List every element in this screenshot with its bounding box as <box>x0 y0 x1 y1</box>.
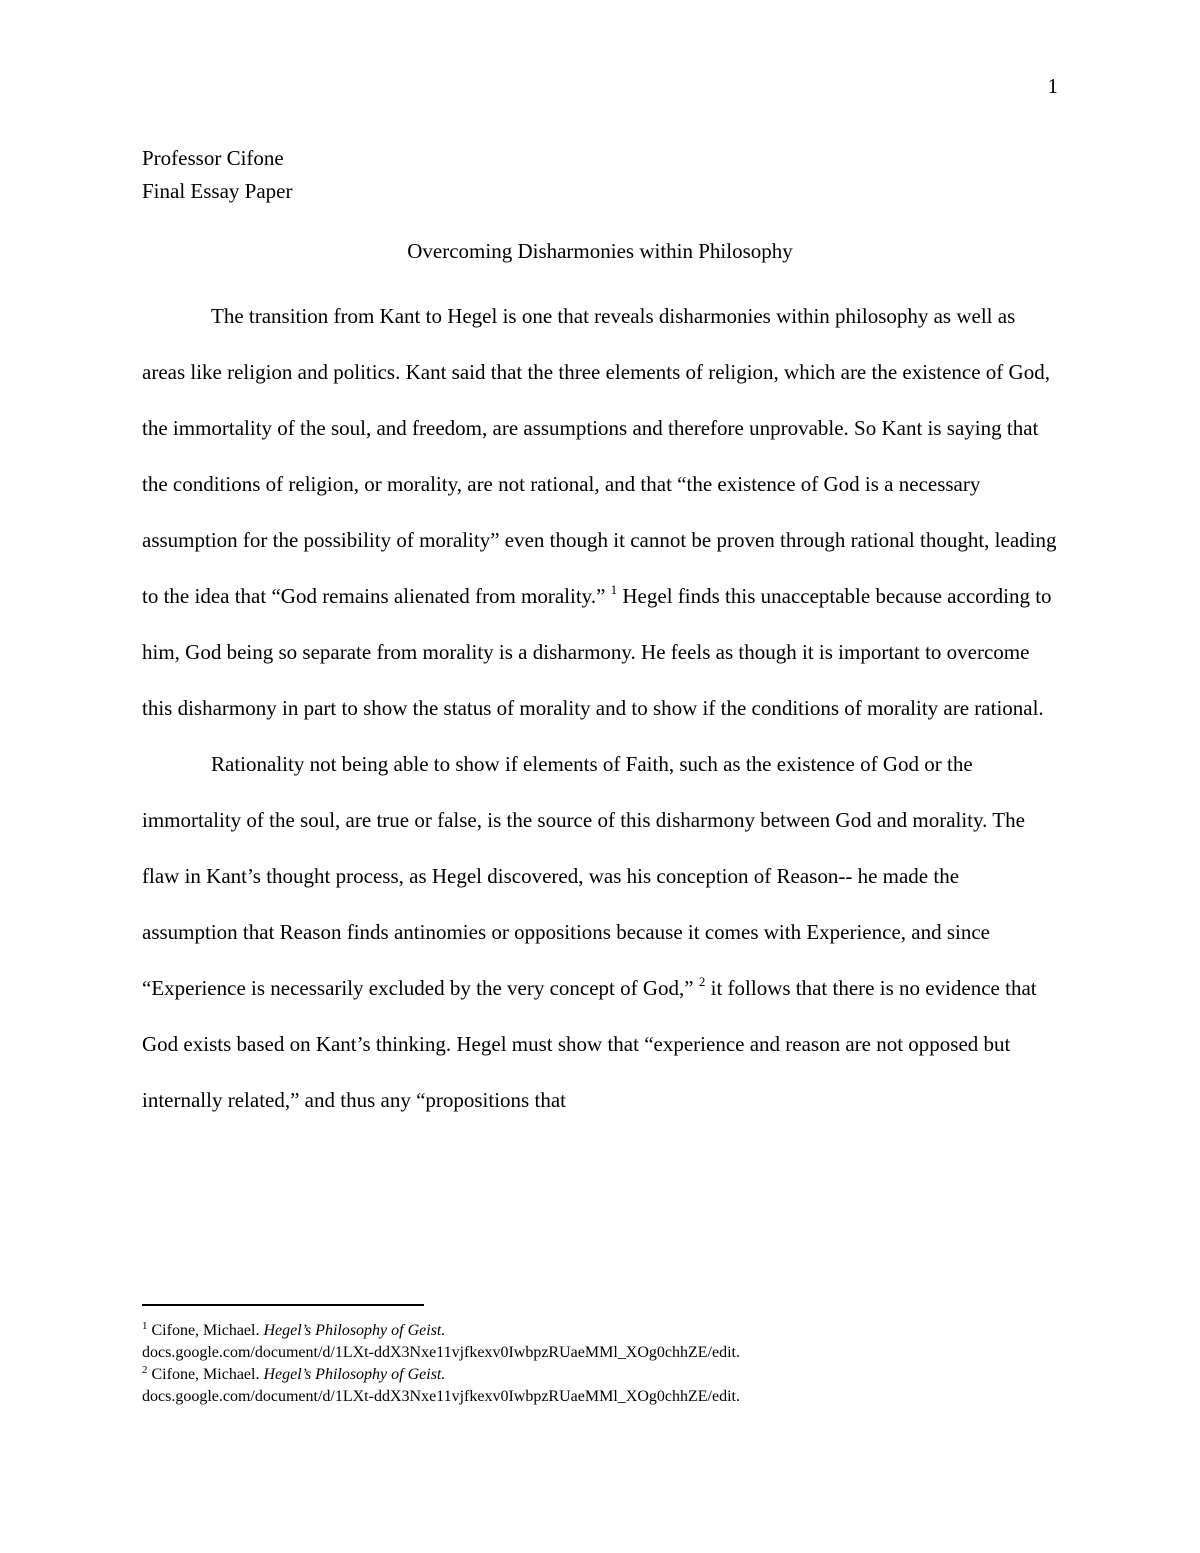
essay-body <box>142 288 1058 1128</box>
footnote-1-url: docs.google.com/document/d/1LXt-ddX3Nxe11vjfkexv0IwbpzRUaeMMl_XOg0chhZE/edit. <box>142 1344 740 1361</box>
paragraph-1-text-b: Hegel finds this unacceptable because according to him, God being so separate from morality is a disharmony. He feels as though it is important to overcome this disharmony in part to show the status of morality and to show if the conditions of morality are rational. <box>142 584 1052 720</box>
page-number: 1 <box>1047 74 1058 98</box>
footnote-ref-2[interactable]: 2 <box>698 974 706 989</box>
paragraph-1-text-a: The transition from Kant to Hegel is one that reveals disharmonies within philosophy as well as areas like religion and politics. Kant said that the three elements of religion, which are the existence of God, the immortality of the soul, and freedom, are assumptions and therefore unprovable. So Kant is saying that the conditions of religion, or morality, are not rational, and that “the existence of God is a necessary assumption for the possibility of morality” even though it cannot be proven through rational thought, leading to the idea that “God remains alienated from morality.” <box>142 304 1057 608</box>
footnote-ref-1[interactable]: 1 <box>610 582 618 597</box>
assignment-name: Final Essay Paper <box>142 179 293 203</box>
paragraph-1 <box>142 288 1058 736</box>
paragraph-2 <box>142 736 1058 1128</box>
footnote-2-url: docs.google.com/document/d/1LXt-ddX3Nxe11vjfkexv0IwbpzRUaeMMl_XOg0chhZE/edit. <box>142 1388 740 1405</box>
professor-name: Professor Cifone <box>142 146 284 170</box>
footnote-2-author: Cifone, Michael. <box>147 1366 264 1383</box>
essay-header <box>142 142 292 208</box>
footnote-1-author: Cifone, Michael. <box>147 1322 264 1339</box>
footnote-2 <box>142 1364 1058 1408</box>
essay-title: Overcoming Disharmonies within Philosophy <box>407 239 793 263</box>
footnote-separator <box>142 1304 424 1306</box>
footnote-2-number: 2 <box>142 1364 148 1376</box>
paragraph-2-text-b: it follows that there is no evidence that God exists based on Kant’s thinking. Hegel must show that “experience and reason are not opposed but internally related,” and thus any “propositions that <box>142 976 1037 1112</box>
footnote-2-work: Hegel’s Philosophy of Geist. <box>263 1366 446 1383</box>
paragraph-2-text-a: Rationality not being able to show if elements of Faith, such as the existence of God or the immortality of the soul, are true or false, is the source of this disharmony between God and morality. The flaw in Kant’s thought process, as Hegel discovered, was his conception of Reason-- he made the assumption that Reason finds antinomies or oppositions because it comes with Experience, and since “Experience is necessarily excluded by the very concept of God,” <box>142 752 1025 1000</box>
footnote-1-number: 1 <box>142 1320 148 1332</box>
footnotes <box>142 1320 1058 1408</box>
footnote-1 <box>142 1320 1058 1364</box>
footnote-1-work: Hegel’s Philosophy of Geist. <box>263 1322 446 1339</box>
